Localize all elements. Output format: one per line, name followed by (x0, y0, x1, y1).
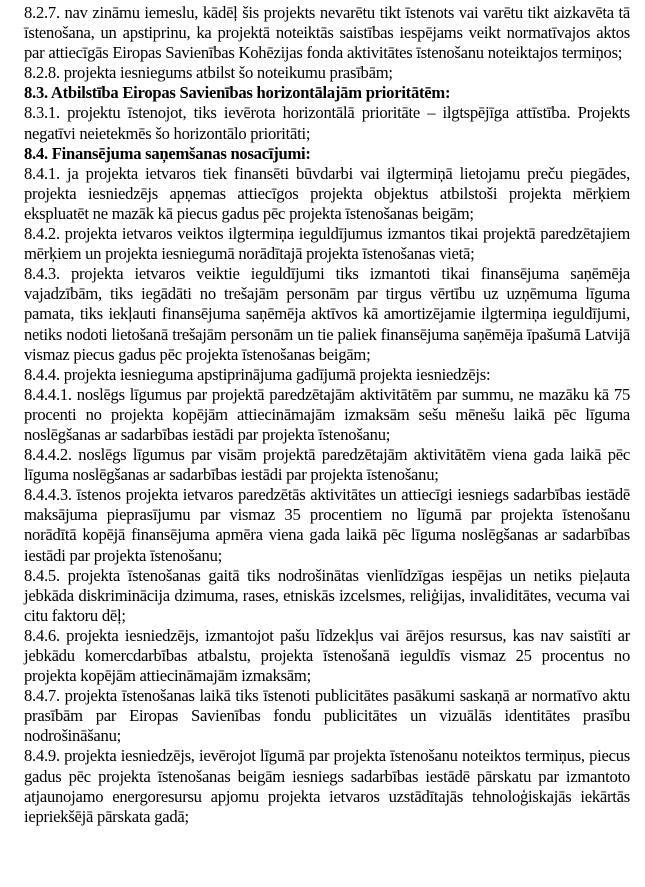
clause-8-3-1: 8.3.1. projektu īstenojot, tiks ievērota horizontālā prioritāte – ilgtspējīga attīstība. Projekts negatīvi neietekmēs šo horizontālo prioritāti; (24, 103, 630, 143)
clause-8-4-1: 8.4.1. ja projekta ietvaros tiek finansēti būvdarbi vai ilgtermiņā lietojamu preču piegādes, projekta iesniedzējs apņemas attiecīgos projekta objektus atbilstoši projekta mērķiem ekspluatēt ne mazāk kā piecus gadus pēc projekta īstenošanas beigām; (24, 163, 630, 223)
clause-8-4-4: 8.4.4. projekta iesnieguma apstiprinājuma gadījumā projekta iesniedzējs: (24, 364, 491, 384)
clause-8-4-4-3: 8.4.4.3. īstenos projekta ietvaros paredzētās aktivitātes un attiecīgi iesniegs sadarbības iestādē maksājuma pieprasījumu par vismaz 35 procentiem no līgumā par projekta īstenošanu norādītā kopējā finansējuma apmēra viena gada laikā pēc līguma noslēgšanas ar sadarbības iestādi par projekta īstenošanu; (24, 485, 630, 565)
clause-8-2-8: 8.2.8. projekta iesniegums atbilst šo noteikumu prasībām; (24, 63, 393, 83)
clause-8-4-9: 8.4.9. projekta iesniedzējs, ievērojot līgumā par projekta īstenošanu noteiktos termiņus, piecus gadus pēc projekta īstenošanas beigām iesniegs sadarbības iestādē pārskatu par izmantoto atjaunojamo energoresursu apjomu projekta ietvaros uzstādītajās tehnoloģiskajās iekārtās iepriekšējā pārskata gadā; (24, 746, 630, 826)
clause-8-4-7: 8.4.7. projekta īstenošanas laikā tiks īstenoti publicitātes pasākumi saskaņā ar normatīvo aktu prasībām par Eiropas Savienības fondu publicitātes un vizuālās identitātes prasību nodrošināšanu; (24, 686, 630, 746)
document-page (24, 3, 630, 827)
clause-8-2-7: 8.2.7. nav zināmu iemeslu, kādēļ šis projekts nevarētu tikt īstenots vai varētu tikt aizkavēta tā īstenošana, un apstiprinu, ka projektā noteiktās saistības iespējams veikt normatīvajos aktos par attiecīgās Eiropas Savienības Kohēzijas fonda aktivitātes īstenošanu noteiktajos termiņos; (24, 3, 630, 63)
clause-8-4-5: 8.4.5. projekta īstenošanas gaitā tiks nodrošinātas vienlīdzīgas iespējas un netiks pieļauta jebkāda diskriminācija dzimuma, rases, etniskās izcelsmes, reliģijas, invaliditātes, vecuma vai citu faktoru dēļ; (24, 565, 630, 625)
clause-8-4-4-1: 8.4.4.1. noslēgs līgumus par projektā paredzētajām aktivitātēm par summu, ne mazāku kā 75 procenti no projekta kopējām attiecināmajām izmaksām sešu mēnešu laikā pēc līguma noslēgšanas ar sadarbības iestādi par projekta īstenošanu; (24, 384, 630, 444)
clause-8-4-2: 8.4.2. projekta ietvaros veiktos ilgtermiņa ieguldījumus izmantos tikai projektā paredzētajiem mērķiem un projekta iesniegumā norādītajā projekta īstenošanas vietā; (24, 224, 630, 264)
clause-8-4-4-2: 8.4.4.2. noslēgs līgumus par visām projektā paredzētajām aktivitātēm viena gada laikā pēc līguma noslēgšanas ar sadarbības iestādi par projekta īstenošanu; (24, 445, 630, 485)
section-heading-8-3: 8.3. Atbilstība Eiropas Savienības horizontālajām prioritātēm: (24, 83, 451, 103)
clause-8-4-3: 8.4.3. projekta ietvaros veiktie ieguldījumi tiks izmantoti tikai finansējuma saņēmēja vajadzībām, tiks iegādāti no trešajām personām par tirgus vērtību uz uzņēmuma līguma pamata, tiks iekļauti finansējuma saņēmēja aktīvos kā amortizējamie ilgtermiņa ieguldījumi, netiks nodoti lietošanā trešajām personām un tie paliek finansējuma saņēmēja īpašumā Latvijā vismaz piecus gadus pēc projekta īstenošanas beigām; (24, 264, 630, 364)
section-heading-8-4: 8.4. Finansējuma saņemšanas nosacījumi: (24, 143, 311, 163)
clause-8-4-6: 8.4.6. projekta iesniedzējs, izmantojot pašu līdzekļus vai ārējos resursus, kas nav saistīti ar jebkādu komercdarbības atbalstu, projekta īstenošanā ieguldīs vismaz 25 procentus no projekta kopējām attiecināmajām izmaksām; (24, 625, 630, 686)
